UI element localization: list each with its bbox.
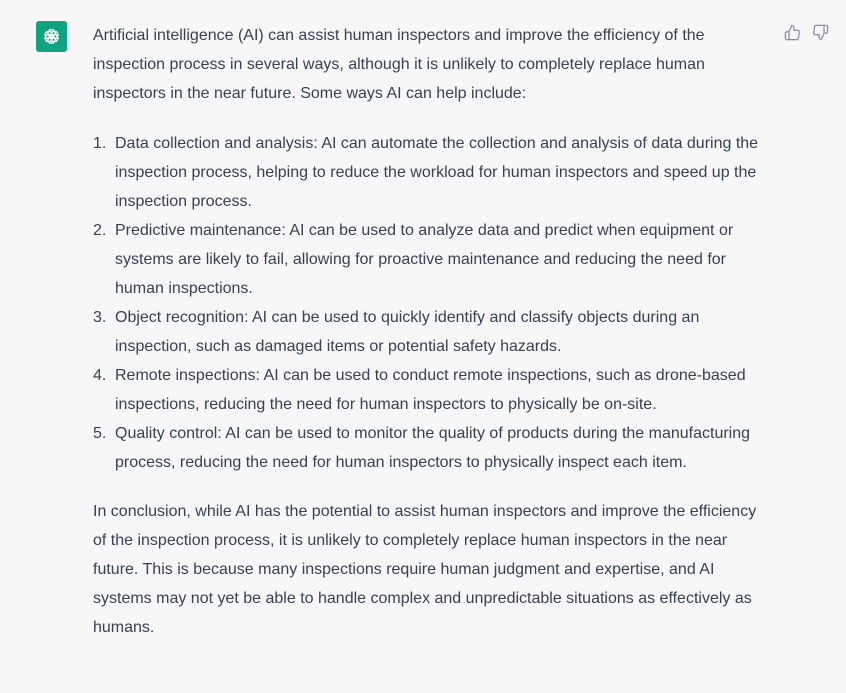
list-item-number: 2. bbox=[93, 222, 107, 239]
openai-logo-icon bbox=[41, 26, 62, 47]
message-intro: Artificial intelligence (AI) can assist human inspectors and improve the efficiency of the inspection process in several ways, although it is unlikely to completely replace human inspectors in the near future. Some ways AI can help include: bbox=[93, 27, 705, 102]
list-item-number: 1. bbox=[93, 135, 107, 152]
feedback-buttons bbox=[784, 24, 829, 41]
list-item-number: 3. bbox=[93, 309, 107, 326]
thumbs-down-icon bbox=[812, 24, 829, 41]
assistant-avatar bbox=[36, 21, 67, 52]
list-item-text: Predictive maintenance: AI can be used to analyze data and predict when equipment or systems are likely to fail, allowing for proactive maintenance and reducing the need for human inspections. bbox=[115, 222, 734, 297]
list-item bbox=[93, 419, 773, 477]
list-item-text: Remote inspections: AI can be used to conduct remote inspections, such as drone-based inspections, reducing the need for human inspectors to physically be on-site. bbox=[115, 367, 746, 413]
thumbs-up-button[interactable] bbox=[784, 24, 801, 41]
list-item-number: 5. bbox=[93, 425, 107, 442]
list-item bbox=[93, 361, 773, 419]
list-item bbox=[93, 129, 773, 216]
list-item-text: Object recognition: AI can be used to quickly identify and classify objects during an inspection, such as damaged items or potential safety hazards. bbox=[115, 309, 700, 355]
ways-list bbox=[93, 129, 773, 477]
list-item bbox=[93, 303, 773, 361]
thumbs-up-icon bbox=[784, 24, 801, 41]
list-item-text: Quality control: AI can be used to monitor the quality of products during the manufacturing process, reducing the need for human inspectors to physically inspect each item. bbox=[115, 425, 751, 471]
list-item bbox=[93, 216, 773, 303]
list-item-text: Data collection and analysis: AI can automate the collection and analysis of data during the inspection process, helping to reduce the workload for human inspectors and speed up the inspection process. bbox=[115, 135, 759, 210]
list-item-number: 4. bbox=[93, 367, 107, 384]
thumbs-down-button[interactable] bbox=[812, 24, 829, 41]
message-content bbox=[93, 21, 773, 642]
message-conclusion: In conclusion, while AI has the potential to assist human inspectors and improve the efficiency of the inspection process, it is unlikely to completely replace human inspectors in the near future. This is because many inspections require human judgment and expertise, and AI systems may not yet be able to handle complex and unpredictable situations as effectively as humans. bbox=[93, 503, 757, 636]
